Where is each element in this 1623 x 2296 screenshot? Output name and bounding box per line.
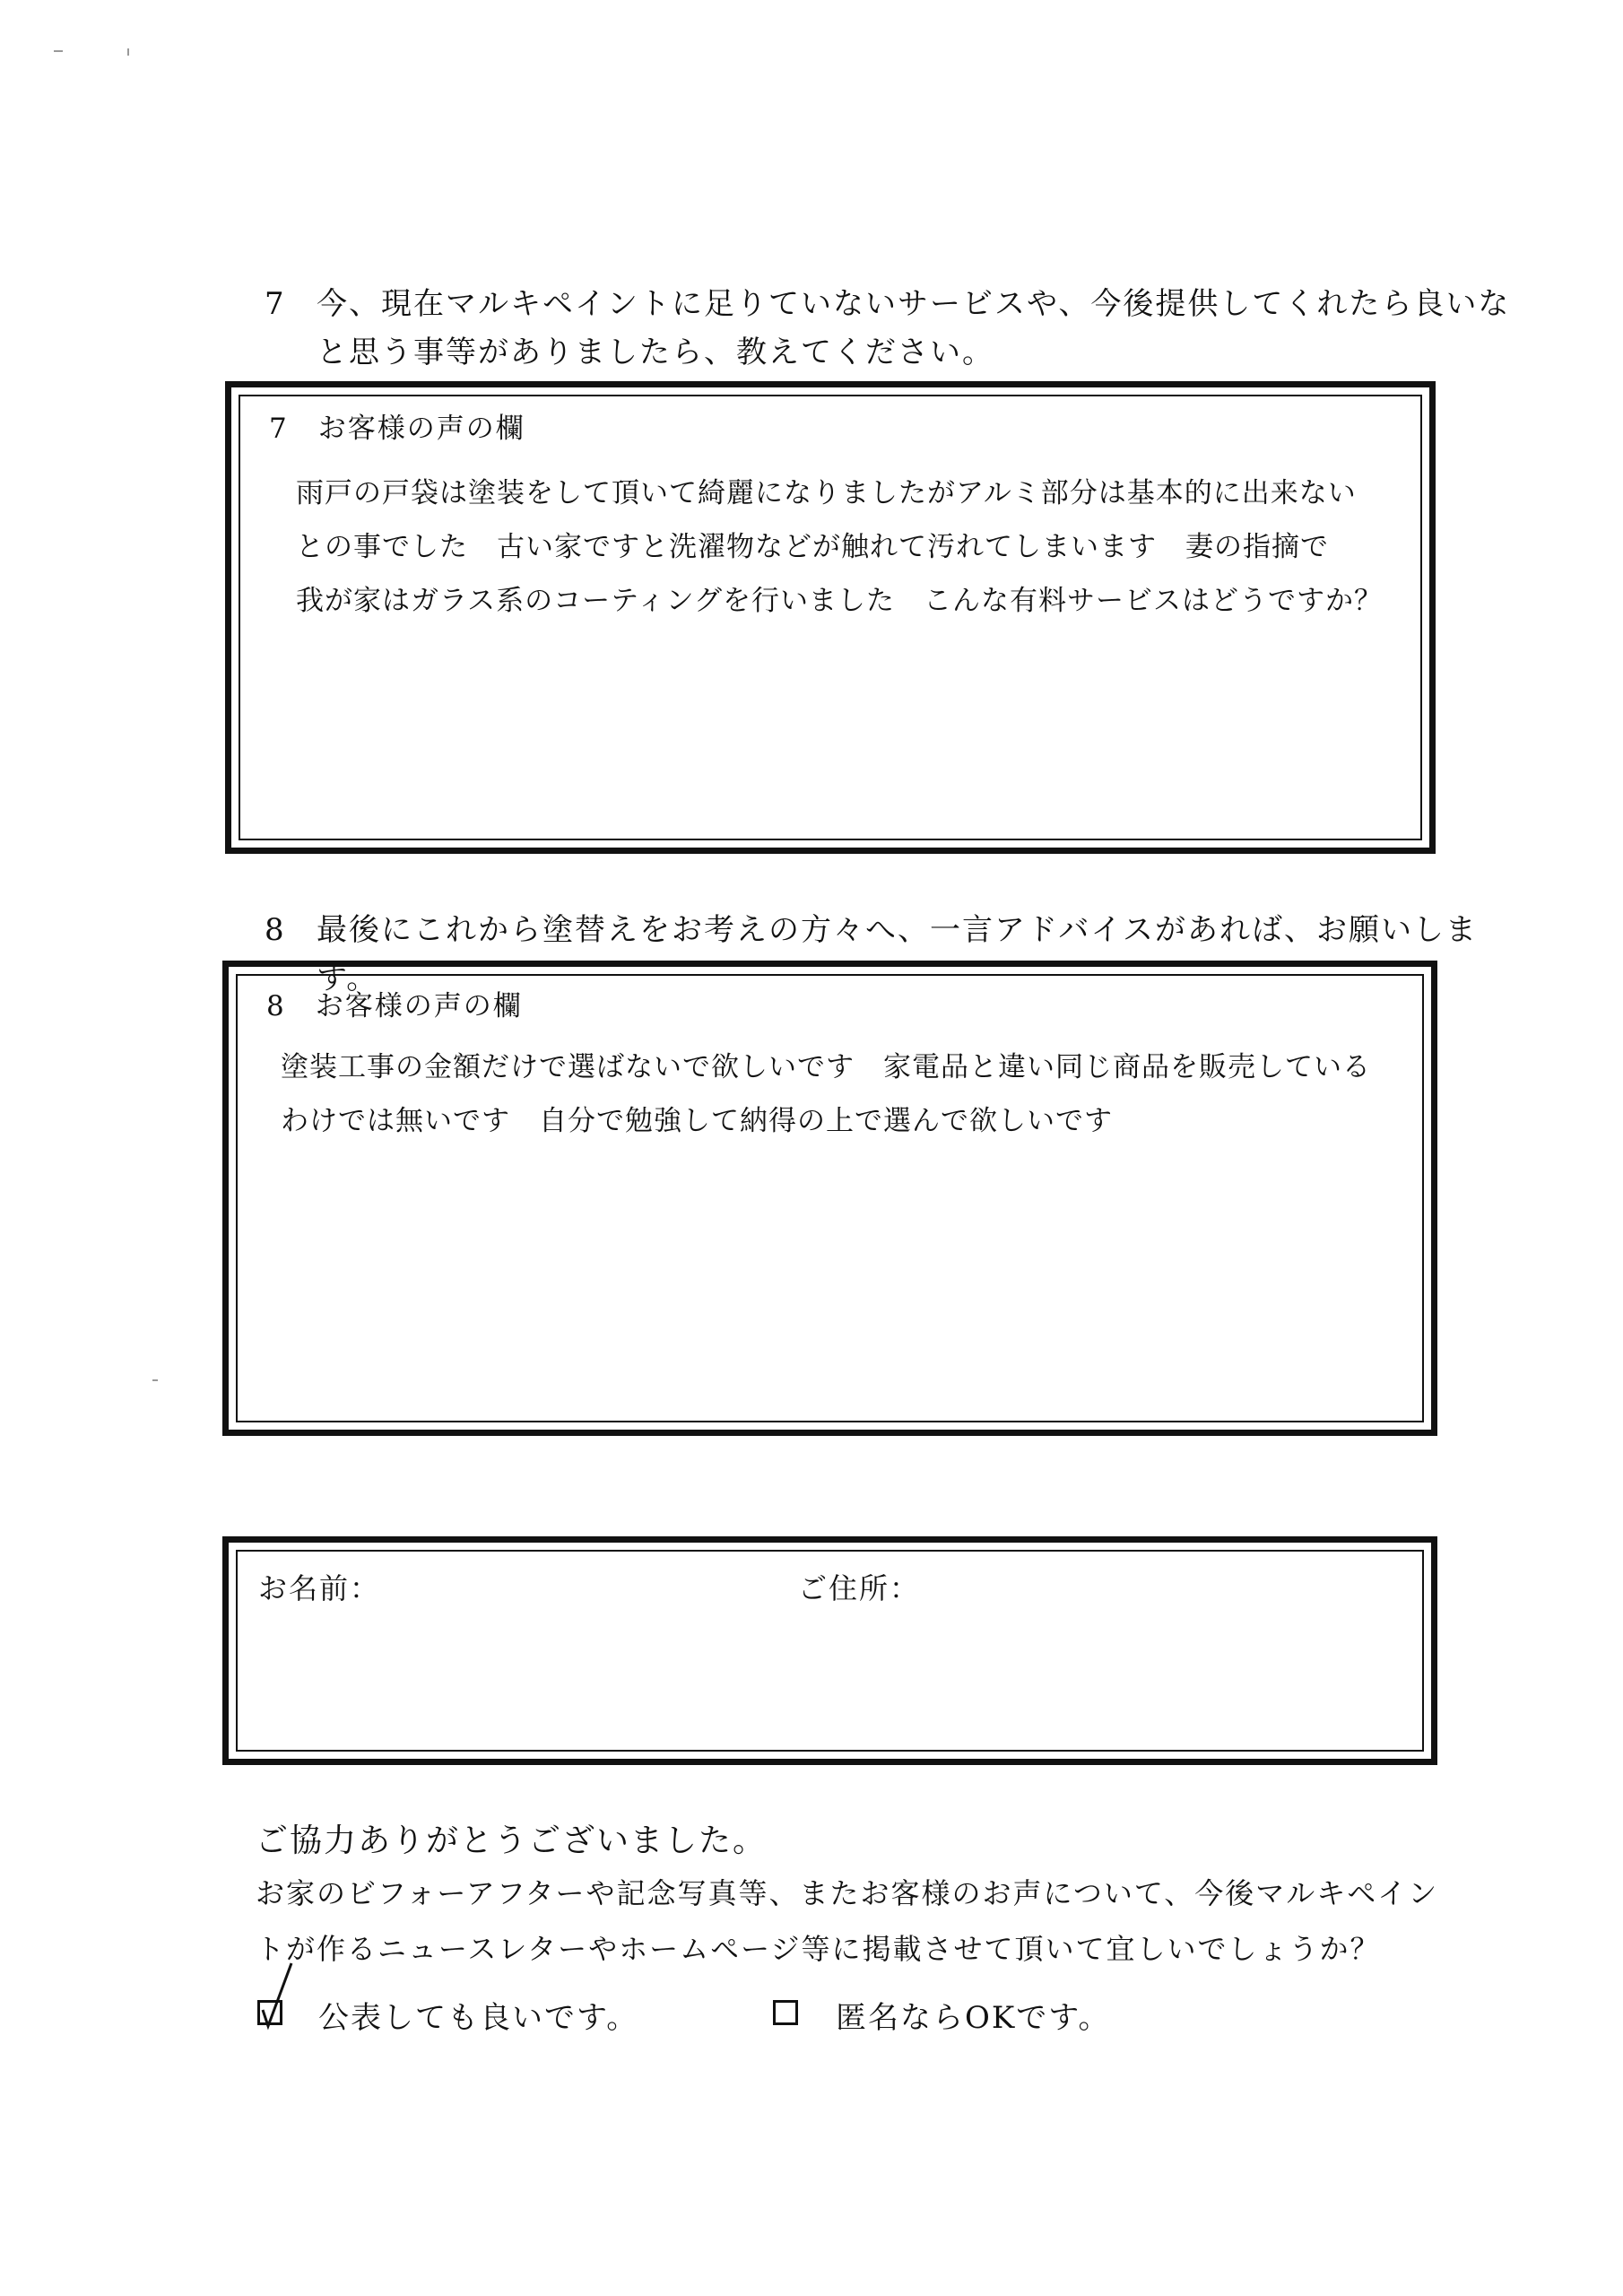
scan-speck <box>127 48 129 56</box>
question-7 <box>265 280 1520 387</box>
question-8-text: 最後にこれから塗替えをお考えの方々へ、一言アドバイスがあれば、お願いします。 <box>317 912 1478 996</box>
answer-box-7-label: 7 お客様の声の欄 <box>269 413 525 445</box>
publication-consent-question: お家のビフォーアフターや記念写真等、またお客様のお声について、今後マルキペイン トが作るニュースレターやホームページ等に掲載させて頂いて宜しいでしょうか？ <box>256 1876 1439 1966</box>
name-label: お名前： <box>258 1571 381 1605</box>
question-7-text: 今、現在マルキペイントに足りていないサービスや、今後提供してくれたら良いな と思う事等がありましたら、教えてください。 <box>317 286 1511 370</box>
question-8 <box>265 906 1520 996</box>
answer-box-8 <box>222 961 1437 1436</box>
question-8-number: 8 <box>265 912 286 948</box>
anonymous-option-label: 匿名ならOKです。 <box>836 2000 1111 2036</box>
answer-7-text[interactable]: 雨戸の戸袋は塗装をして頂いて綺麗になりましたがアルミ部分は基本的に出来ない との事でした 古い家ですと洗濯物などが触れて汚れてしまいます 妻の指摘で 我が家はガラス系のコーティングを行いました こんな有料サービスはどうですか？ <box>296 477 1383 617</box>
scan-speck <box>54 50 63 52</box>
address-label: ご住所： <box>798 1571 921 1605</box>
answer-box-7 <box>225 381 1436 854</box>
answer-box-8-label: 8 お客様の声の欄 <box>266 990 523 1022</box>
public-checkbox[interactable] <box>257 2000 282 2025</box>
public-option-label: 公表しても良いです。 <box>318 2000 639 2036</box>
anonymous-checkbox[interactable] <box>773 2000 798 2025</box>
answer-8-text[interactable]: 塗装工事の金額だけで選ばないで欲しいです 家電品と違い同じ商品を販売している わけでは無いです 自分で勉強して納得の上で選んで欲しいです <box>281 1051 1371 1137</box>
question-7-number: 7 <box>265 286 286 322</box>
scan-speck <box>152 1379 158 1381</box>
thanks-message: ご協力ありがとうございました。 <box>256 1822 768 1859</box>
contact-box <box>222 1536 1437 1765</box>
